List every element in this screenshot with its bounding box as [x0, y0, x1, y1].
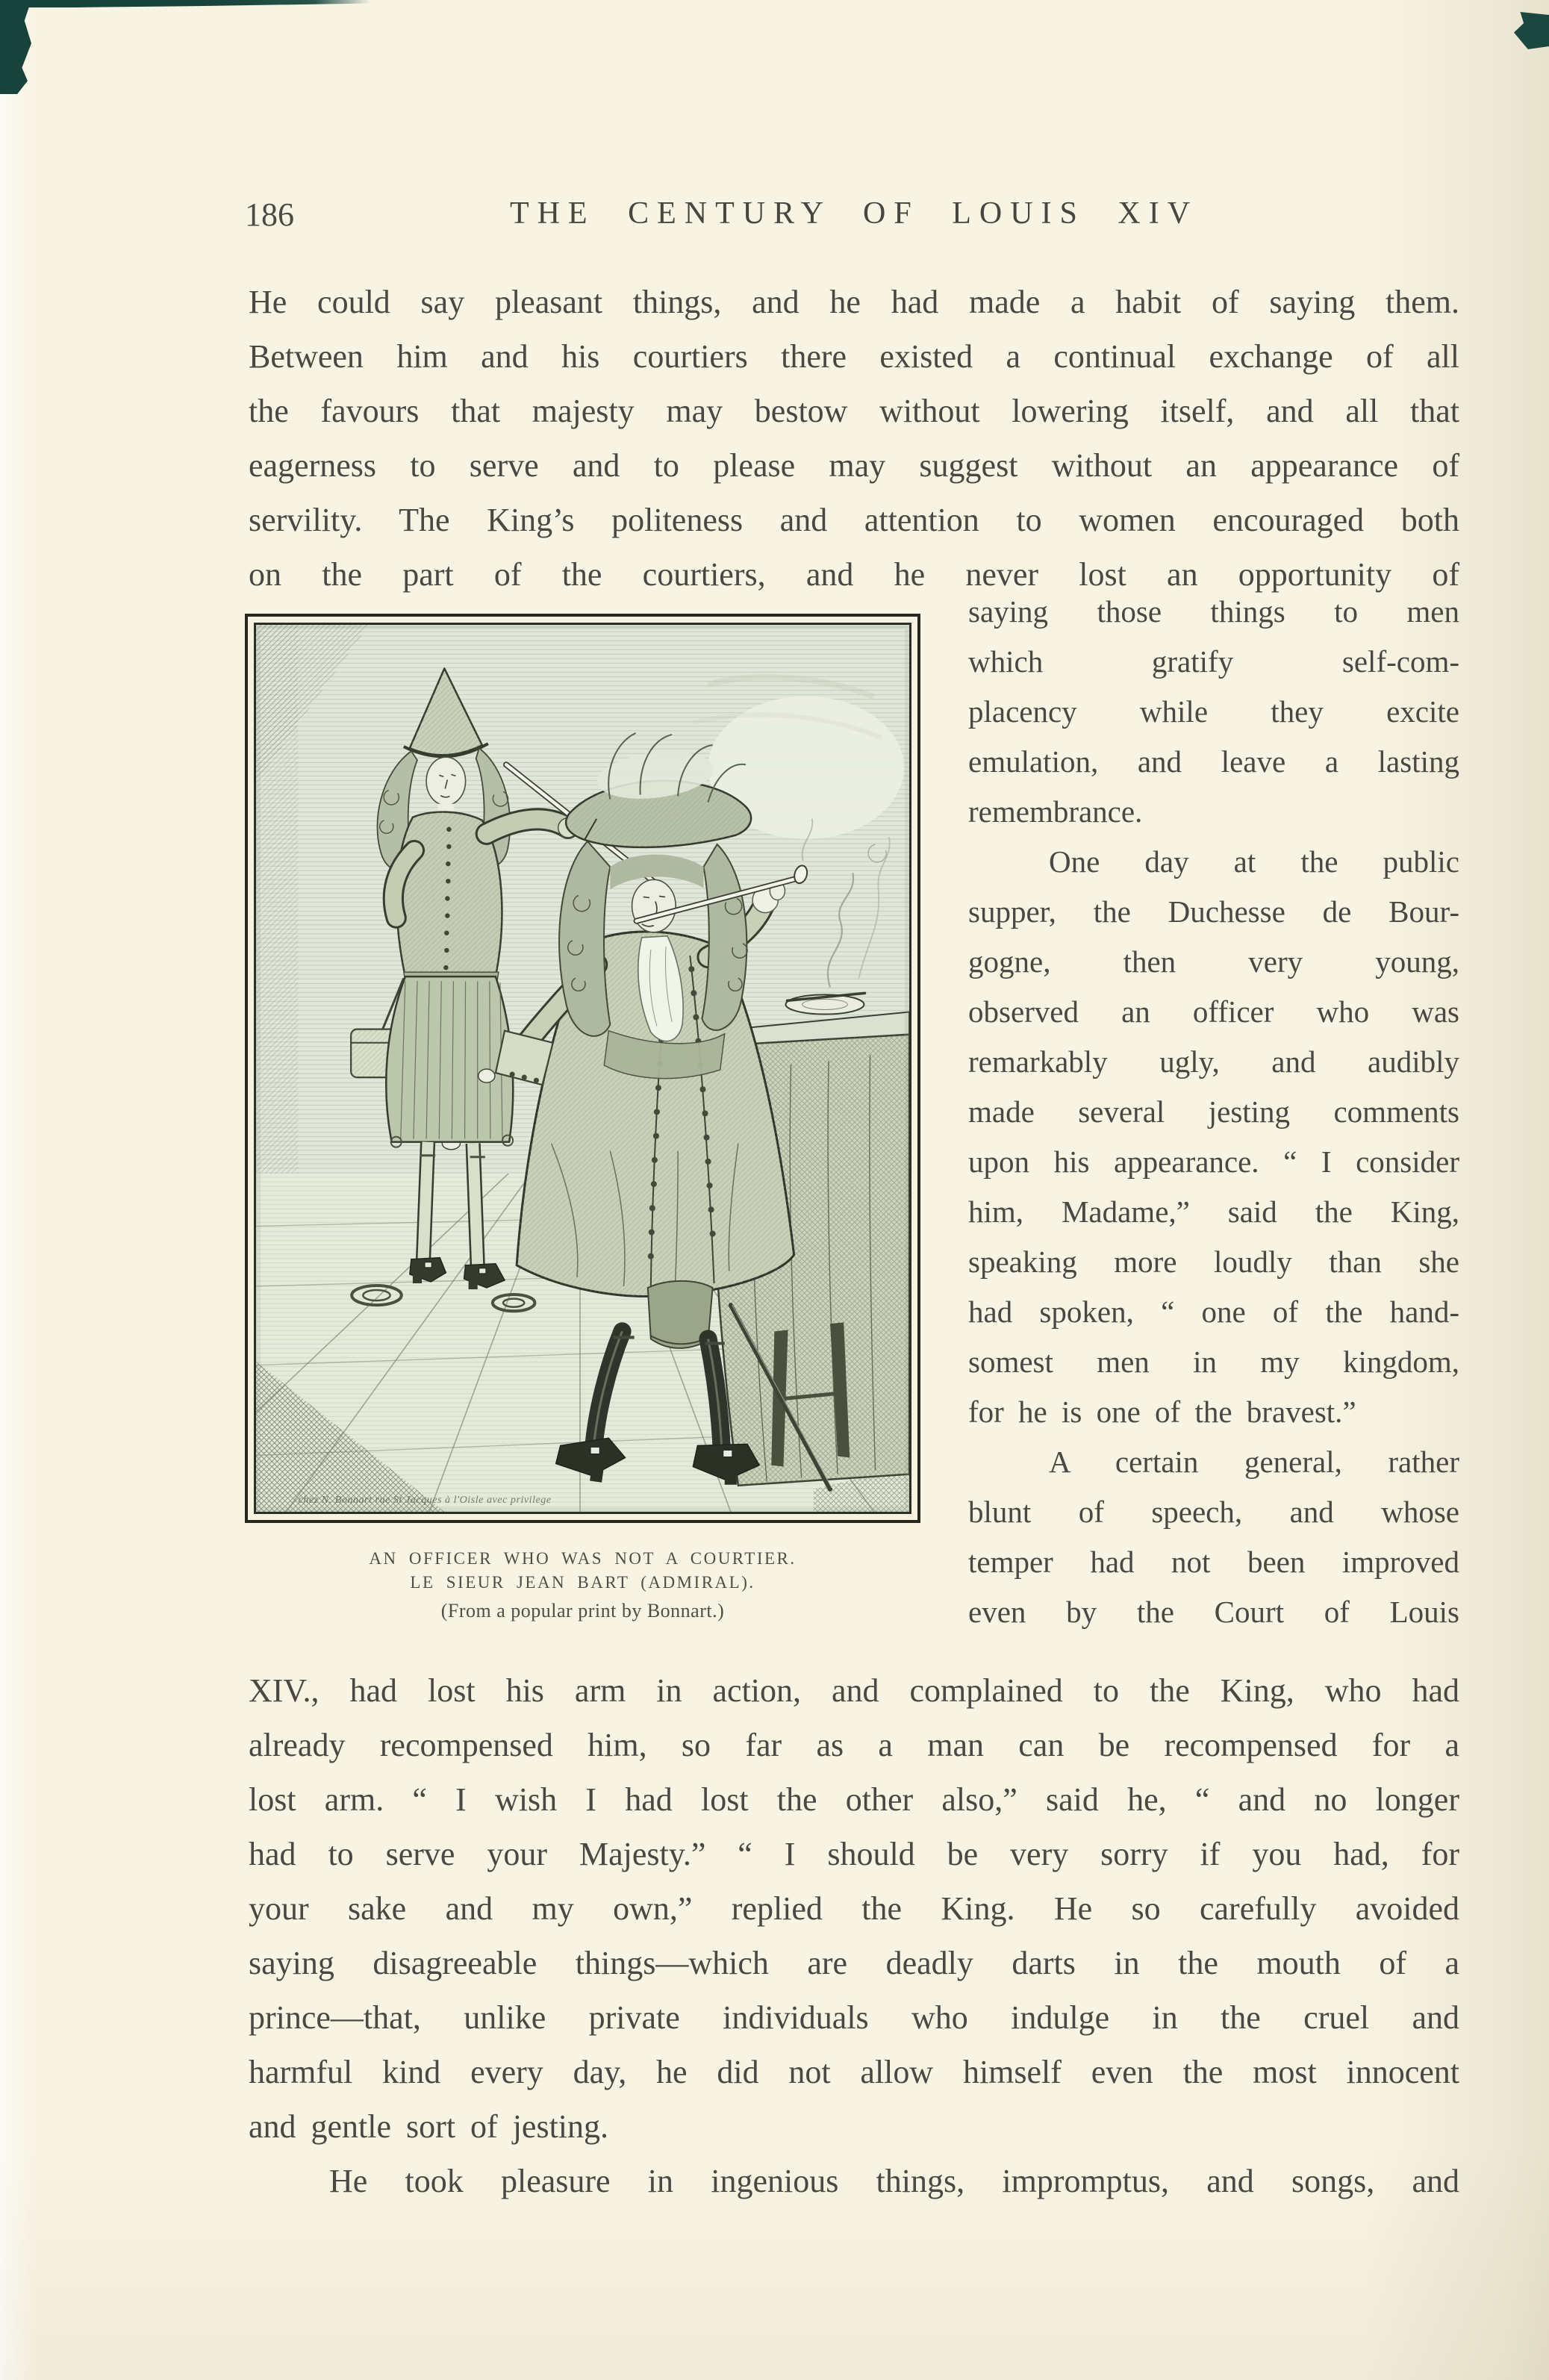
text-line: One day at the public: [1049, 844, 1459, 879]
engraving-plate: [245, 614, 920, 1523]
text-line: remembrance.: [968, 794, 1143, 829]
text-line: placency while they excite: [968, 694, 1459, 729]
text-line: gogne, then very young,: [968, 944, 1459, 979]
caption-line-3: (From a popular print by Bonnart.): [440, 1600, 725, 1622]
paragraph-bottom: [249, 1663, 1459, 2208]
text-line: and gentle sort of jesting.: [249, 2108, 609, 2145]
text-line: him, Madame,” said the King,: [968, 1194, 1459, 1229]
text-line: even by the Court of Louis: [968, 1595, 1459, 1629]
caption-line-1: AN OFFICER WHO WAS NOT A COURTIER.: [369, 1549, 797, 1568]
running-header: THE CENTURY OF LOUIS XIV: [509, 196, 1199, 231]
text-line: saying those things to men: [968, 594, 1459, 629]
column-right: [968, 587, 1459, 1637]
text-line: blunt of speech, and whose: [968, 1495, 1459, 1529]
text-line: temper had not been improved: [968, 1545, 1459, 1579]
text-line: your sake and my own,” replied the King. He so carefully avoided: [249, 1890, 1459, 1927]
text-line: already recompensed him, so far as a man can be recompensed for a: [249, 1727, 1459, 1763]
text-line: XIV., had lost his arm in action, and complained to the King, who had: [249, 1672, 1459, 1709]
text-line: remarkably ugly, and audibly: [968, 1044, 1459, 1079]
engraving-frame: [254, 623, 911, 1514]
text-line: observed an officer who was: [968, 994, 1459, 1029]
text-line: upon his appearance. “ I consider: [968, 1144, 1459, 1179]
text-line: servility. The King’s politeness and attention to women encouraged both: [249, 502, 1459, 538]
scan-artifact-top-left: [0, 0, 31, 94]
text-line: for he is one of the bravest.”: [968, 1395, 1356, 1429]
text-line: eagerness to serve and to please may suggest without an appearance of: [249, 447, 1459, 484]
text-line: prince—that, unlike private individuals who indulge in the cruel and: [249, 1999, 1459, 2036]
text-line: A certain general, rather: [1049, 1445, 1459, 1479]
scan-artifact-top-right: [1514, 12, 1549, 49]
paragraph-top: [249, 275, 1459, 602]
text-line: on the part of the courtiers, and he never lost an opportunity of: [249, 556, 1459, 593]
text-line: made several jesting comments: [968, 1094, 1459, 1129]
text-line: which gratify self-com-: [968, 644, 1459, 679]
scan-artifact-top-edge: [0, 0, 371, 7]
text-line: speaking more loudly than she: [968, 1244, 1459, 1279]
text-line: somest men in my kingdom,: [968, 1345, 1459, 1379]
text-line: harmful kind every day, he did not allow himself even the most innocent: [249, 2054, 1459, 2090]
engraver-inscription: chez N. Bonnart rue St Jacques à l'Oisle avec privilege: [298, 1493, 552, 1506]
text-line: had to serve your Majesty.” “ I should be very sorry if you had, for: [249, 1836, 1459, 1872]
text-line: He took pleasure in ingenious things, impromptus, and songs, and: [329, 2163, 1459, 2199]
text-line: Between him and his courtiers there existed a continual exchange of all: [249, 338, 1459, 375]
text-line: He could say pleasant things, and he had made a habit of saying them.: [249, 284, 1459, 320]
engraving-illustration: [256, 625, 909, 1512]
text-line: had spoken, “ one of the hand-: [968, 1295, 1459, 1329]
text-line: emulation, and leave a lasting: [968, 744, 1459, 779]
page-number: 186: [245, 196, 294, 233]
text-line: supper, the Duchesse de Bour-: [968, 894, 1459, 929]
caption-line-2: LE SIEUR JEAN BART (ADMIRAL).: [410, 1573, 755, 1592]
text-line: lost arm. “ I wish I had lost the other also,” said he, “ and no longer: [249, 1781, 1459, 1818]
text-line: the favours that majesty may bestow without lowering itself, and all that: [249, 393, 1459, 429]
text-line: saying disagreeable things—which are deadly darts in the mouth of a: [249, 1945, 1459, 1981]
